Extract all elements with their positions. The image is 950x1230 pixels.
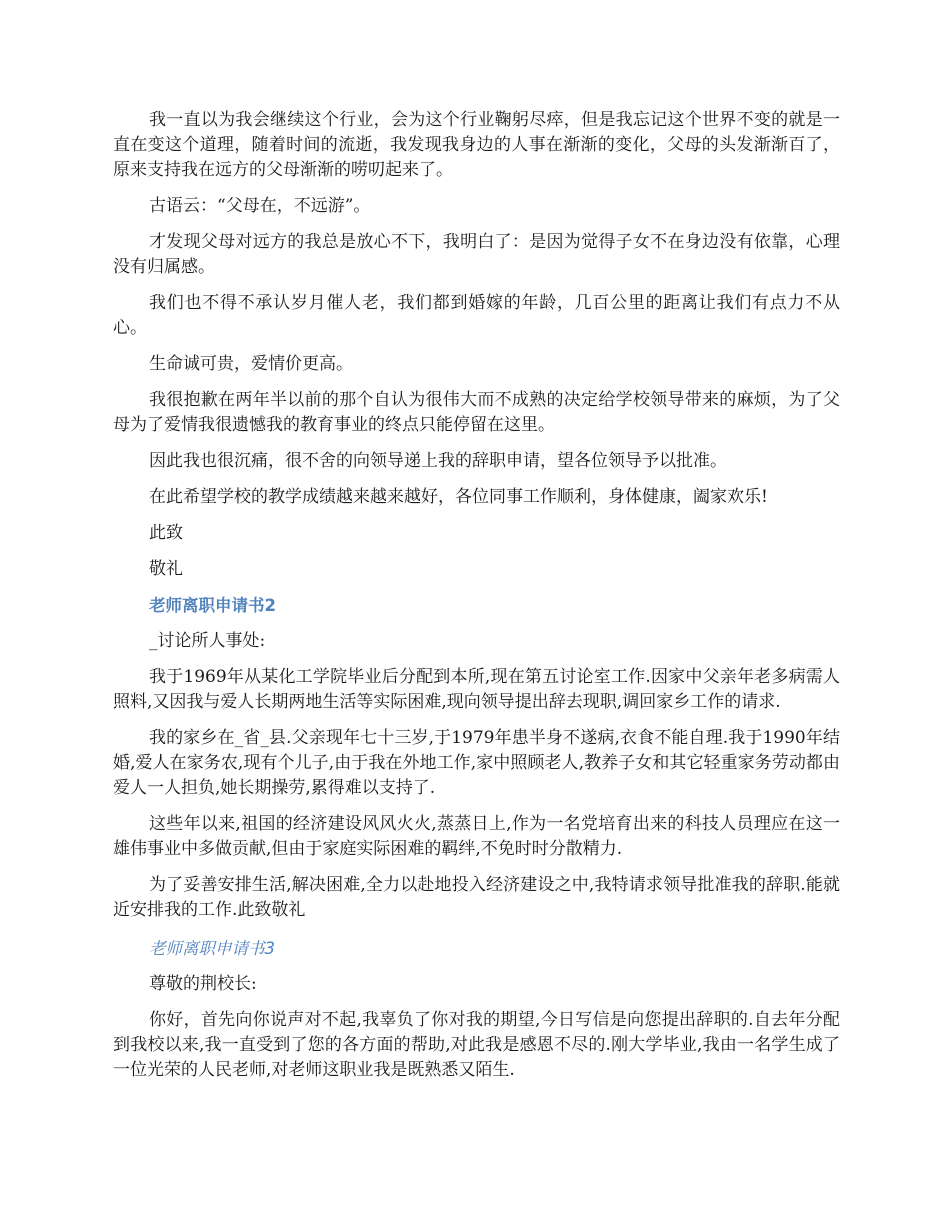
closing-salutation: 此致 <box>149 523 183 543</box>
closing-regards: 敬礼 <box>149 559 183 579</box>
paragraph: 生命诚可贵，爱情价更高。 <box>149 354 353 374</box>
paragraph: 因此我也很沉痛，很不舍的向领导递上我的辞职申请，望各位领导予以批准。 <box>149 451 727 471</box>
paragraph: 我一直以为我会继续这个行业，会为这个行业鞠躬尽瘁，但是我忘记这个世界不变的就是一直在变这个道理，随着时间的流逝，我发现我身边的人事在渐渐的变化，父母的头发渐渐百了，原来支持我在远方的父母渐渐的唠叨起来了。 <box>113 110 840 180</box>
paragraph: 我很抱歉在两年半以前的那个自认为很伟大而不成熟的决定给学校领导带来的麻烦，为了父母为了爱情我很遗憾我的教育事业的终点只能停留在这里。 <box>113 390 840 435</box>
section-heading-2: 老师离职申请书2 <box>149 596 276 615</box>
paragraph: 我于1969年从某化工学院毕业后分配到本所,现在第五讨论室工作.因家中父亲年老多病需人照料,又因我与爱人长期两地生活等实际困难,现向领导提出辞去现职,调回家乡工作的请求. <box>113 667 840 712</box>
paragraph: 为了妥善安排生活,解决困难,全力以赴地投入经济建设之中,我特请求领导批准我的辞职.能就近安排我的工作.此致敬礼 <box>113 875 840 920</box>
paragraph: 我们也不得不承认岁月催人老，我们都到婚嫁的年龄，几百公里的距离让我们有点力不从心。 <box>113 293 840 338</box>
paragraph: 你好，首先向你说声对不起,我辜负了你对我的期望,今日写信是向您提出辞职的.自去年分配到我校以来,我一直受到了您的各方面的帮助,对此我是感恩不尽的.刚大学毕业,我由一名学生成了一位光荣的人民老师,对老师这职业我是既熟悉又陌生. <box>113 1010 840 1080</box>
letter-recipient: 尊敬的荆校长: <box>149 974 257 994</box>
paragraph: 这些年以来,祖国的经济建设风风火火,蒸蒸日上,作为一名党培育出来的科技人员理应在这一雄伟事业中多做贡献,但由于家庭实际困难的羁绊,不免时时分散精力. <box>113 814 840 859</box>
letter-recipient: _讨论所人事处: <box>149 631 266 651</box>
document-page <box>113 108 840 1083</box>
section-heading-3: 老师离职申请书3 <box>149 939 275 958</box>
paragraph: 古语云：“父母在，不远游”。 <box>149 196 371 216</box>
paragraph: 在此希望学校的教学成绩越来越来越好，各位同事工作顺利，身体健康，阖家欢乐! <box>149 487 768 507</box>
paragraph: 我的家乡在_省_县.父亲现年七十三岁,于1979年患半身不遂病,衣食不能自理.我于1990年结婚,爱人在家务农,现有个儿子,由于我在外地工作,家中照顾老人,教养子女和其它轻重家务劳动都由爱人一人担负,她长期操劳,累得难以支持了. <box>113 728 840 798</box>
paragraph: 才发现父母对远方的我总是放心不下，我明白了：是因为觉得子女不在身边没有依靠，心理没有归属感。 <box>113 232 840 277</box>
